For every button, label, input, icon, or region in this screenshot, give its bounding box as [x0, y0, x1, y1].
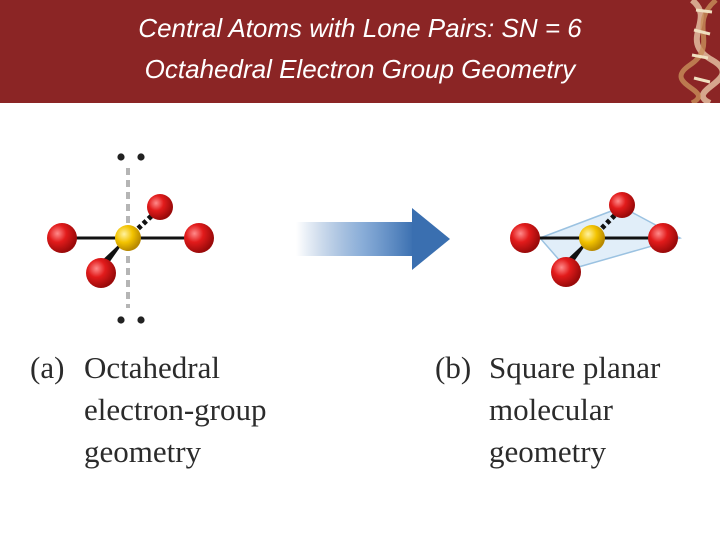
central-atom	[115, 225, 141, 251]
octahedral-molecule	[47, 153, 214, 323]
caption-a-line-2: electron-group	[84, 392, 267, 427]
central-atom	[579, 225, 605, 251]
caption-b-text	[489, 347, 660, 473]
caption-b-line-2: molecular	[489, 392, 613, 427]
outer-atom-front	[86, 258, 116, 288]
caption-a-line-3: geometry	[84, 434, 202, 469]
caption-b-line-3: geometry	[489, 434, 607, 469]
caption-a-text	[84, 347, 266, 473]
outer-atom-back	[147, 194, 173, 220]
caption-a-tag: (a)	[30, 350, 65, 385]
outer-atom-left	[47, 223, 77, 253]
outer-atom-right	[184, 223, 214, 253]
lone-pair-bottom	[117, 316, 144, 323]
square-planar-molecule	[510, 192, 680, 287]
outer-atom-right	[648, 223, 678, 253]
outer-atom-back	[609, 192, 635, 218]
caption-b-tag: (b)	[435, 350, 472, 385]
geometry-diagram	[0, 103, 720, 540]
dna-helix-icon	[672, 0, 720, 103]
slide-title-line-1: Central Atoms with Lone Pairs: SN = 6	[138, 13, 582, 43]
caption-b-line-1: Square planar	[489, 350, 661, 385]
title-bar	[0, 0, 720, 103]
caption-a-line-1: Octahedral	[84, 350, 220, 385]
outer-atom-left	[510, 223, 540, 253]
right-arrow-icon	[296, 208, 450, 270]
lone-pair-top	[117, 153, 144, 160]
outer-atom-front	[551, 257, 581, 287]
slide-title-line-2: Octahedral Electron Group Geometry	[144, 54, 576, 84]
